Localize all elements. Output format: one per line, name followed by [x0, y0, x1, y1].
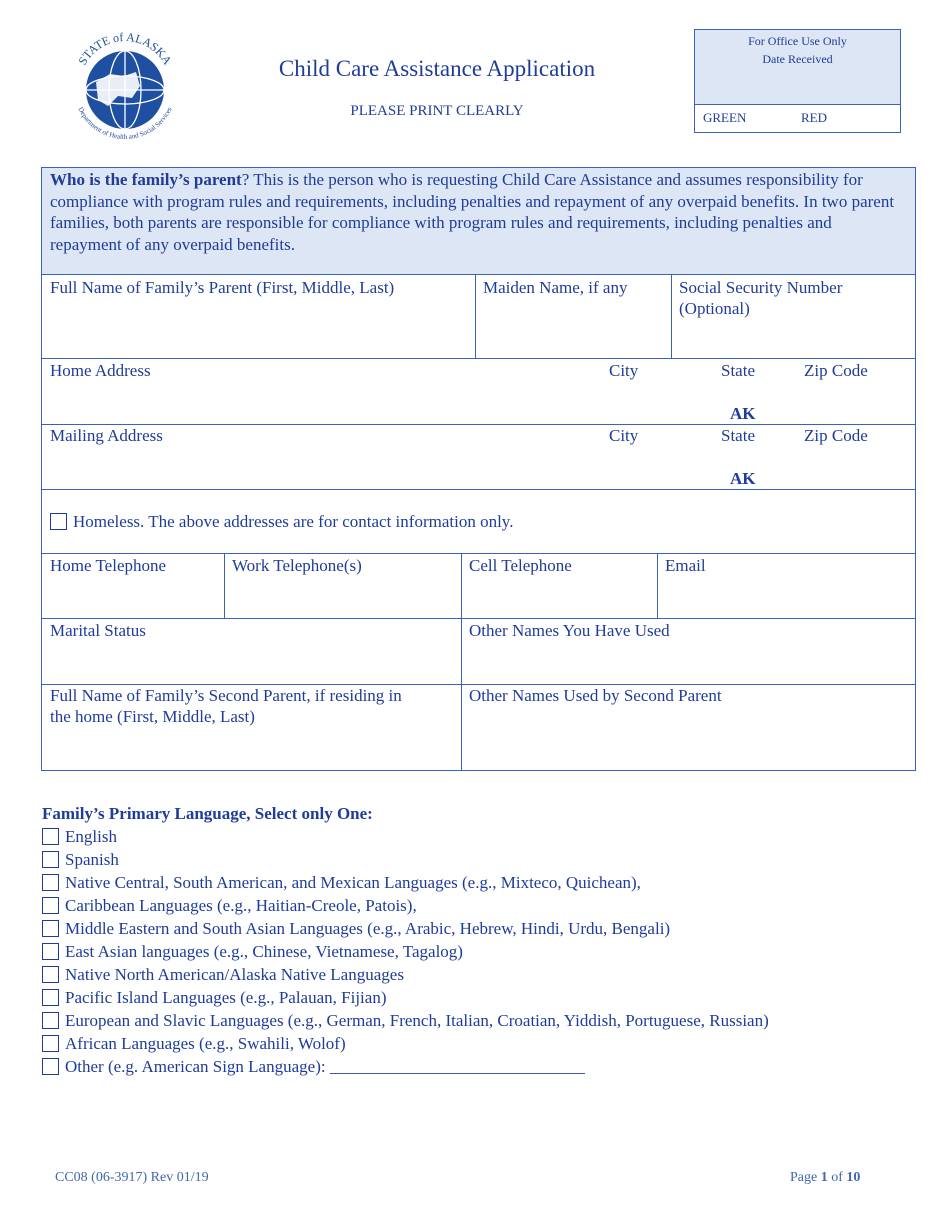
homeless-checkbox[interactable] [50, 513, 67, 530]
language-checkbox[interactable] [42, 943, 59, 960]
page-prefix: Page [790, 1170, 821, 1185]
form-id: CC08 (06-3917) Rev 01/19 [55, 1170, 209, 1185]
home-address-field[interactable]: Home Address [50, 361, 151, 380]
language-label: Native North American/Alaska Native Languages [65, 965, 404, 984]
language-option [42, 918, 769, 941]
home-state-field[interactable]: State [721, 361, 755, 380]
maiden-name-field[interactable]: Maiden Name, if any [483, 278, 628, 297]
language-option [42, 872, 769, 895]
language-section-title: Family’s Primary Language, Select only One: [42, 804, 373, 823]
page-of: of [827, 1170, 847, 1185]
language-label: Middle Eastern and South Asian Languages (e.g., Arabic, Hebrew, Hindi, Urdu, Bengali) [65, 919, 671, 938]
ssn-field[interactable]: Social Security Number [679, 278, 843, 297]
language-checkbox[interactable] [42, 989, 59, 1006]
language-option [42, 826, 769, 849]
parent-info-form [41, 167, 916, 771]
mailing-state-value: AK [730, 469, 756, 488]
ssn-optional-label: (Optional) [679, 299, 750, 318]
home-telephone-field[interactable]: Home Telephone [50, 556, 167, 575]
page-total: 10 [846, 1170, 861, 1185]
col-divider [224, 553, 225, 618]
marital-status-field[interactable]: Marital Status [50, 621, 146, 640]
language-label: Caribbean Languages (e.g., Haitian-Creole, Patois), [65, 896, 417, 915]
language-option [42, 1010, 769, 1033]
green-label: GREEN [703, 110, 747, 125]
page-current: 1 [820, 1170, 828, 1185]
language-checkbox[interactable] [42, 966, 59, 983]
intro-paragraph [42, 168, 915, 275]
language-checkbox[interactable] [42, 874, 59, 891]
logo-bottom-text: Department of Health and Social Services [76, 105, 174, 142]
mailing-zip-field[interactable]: Zip Code [804, 426, 868, 445]
row-divider [42, 618, 915, 619]
language-option [42, 964, 769, 987]
language-option [42, 1033, 769, 1056]
col-divider [657, 553, 658, 618]
language-label: Native Central, South American, and Mexican Languages (e.g., Mixteco, Quichean), [65, 873, 641, 892]
home-city-field[interactable]: City [609, 361, 639, 380]
language-option [42, 849, 769, 872]
language-checkbox[interactable] [42, 828, 59, 845]
state-seal-logo [66, 26, 184, 144]
language-label: European and Slavic Languages (e.g., German, French, Italian, Croatian, Yiddish, Portuguese, Russian) [65, 1011, 769, 1030]
row-divider [42, 553, 915, 554]
row-divider [42, 358, 915, 359]
page-title: Child Care Assistance Application [278, 56, 596, 81]
intro-text: ? This is the person who is requesting Child Care Assistance and assumes responsibility for compliance with program rules and requirements, including penalties and repayment of any overpaid benefits. In two parent families, both parents are responsible for compliance with program rules and requirements, including penalties and repayment of any overpaid benefits. [50, 170, 895, 254]
homeless-label: Homeless. The above addresses are for contact information only. [73, 512, 514, 531]
col-divider [461, 553, 462, 771]
language-option [42, 1056, 769, 1079]
language-label: Spanish [65, 850, 119, 869]
language-label: East Asian languages (e.g., Chinese, Vietnamese, Tagalog) [65, 942, 463, 961]
language-checkbox[interactable] [42, 897, 59, 914]
email-field[interactable]: Email [665, 556, 706, 575]
language-option [42, 987, 769, 1010]
language-label: English [65, 827, 117, 846]
language-checkbox[interactable] [42, 920, 59, 937]
language-label: Other (e.g. American Sign Language): ______________________________ [65, 1057, 585, 1076]
col-divider [475, 275, 476, 358]
office-color-row [695, 104, 900, 132]
intro-lead: Who is the family’s parent [50, 170, 242, 189]
red-label: RED [801, 110, 827, 125]
logo-top-text: STATE of ALASKA [75, 29, 175, 68]
full-name-field[interactable]: Full Name of Family’s Parent (First, Middle, Last) [50, 278, 395, 297]
homeless-option [50, 511, 513, 532]
page-number [790, 1170, 860, 1186]
mailing-address-field[interactable]: Mailing Address [50, 426, 163, 445]
second-parent-name-field[interactable]: Full Name of Family’s Second Parent, if residing in [50, 686, 402, 705]
office-use-box [694, 29, 901, 133]
language-option [42, 895, 769, 918]
office-use-label: For Office Use Only [748, 34, 847, 48]
page-subtitle: PLEASE PRINT CLEARLY [350, 103, 524, 119]
home-zip-field[interactable]: Zip Code [804, 361, 868, 380]
language-checkbox[interactable] [42, 1012, 59, 1029]
home-state-value: AK [730, 404, 756, 423]
work-telephone-field[interactable]: Work Telephone(s) [232, 556, 362, 575]
language-checkbox[interactable] [42, 1058, 59, 1075]
date-received-label: Date Received [762, 52, 833, 66]
mailing-state-field[interactable]: State [721, 426, 755, 445]
language-checkbox[interactable] [42, 1035, 59, 1052]
mailing-city-field[interactable]: City [609, 426, 639, 445]
other-names-field[interactable]: Other Names You Have Used [469, 621, 670, 640]
language-label: Pacific Island Languages (e.g., Palauan, Fijian) [65, 988, 387, 1007]
col-divider [671, 275, 672, 358]
cell-telephone-field[interactable]: Cell Telephone [469, 556, 572, 575]
row-divider [42, 424, 915, 425]
language-options-list [42, 826, 769, 1079]
language-label: African Languages (e.g., Swahili, Wolof) [65, 1034, 346, 1053]
globe-icon [66, 26, 184, 144]
second-parent-other-names-field[interactable]: Other Names Used by Second Parent [469, 686, 722, 705]
second-parent-name-hint: the home (First, Middle, Last) [50, 707, 255, 726]
row-divider [42, 489, 915, 490]
language-checkbox[interactable] [42, 851, 59, 868]
language-option [42, 941, 769, 964]
